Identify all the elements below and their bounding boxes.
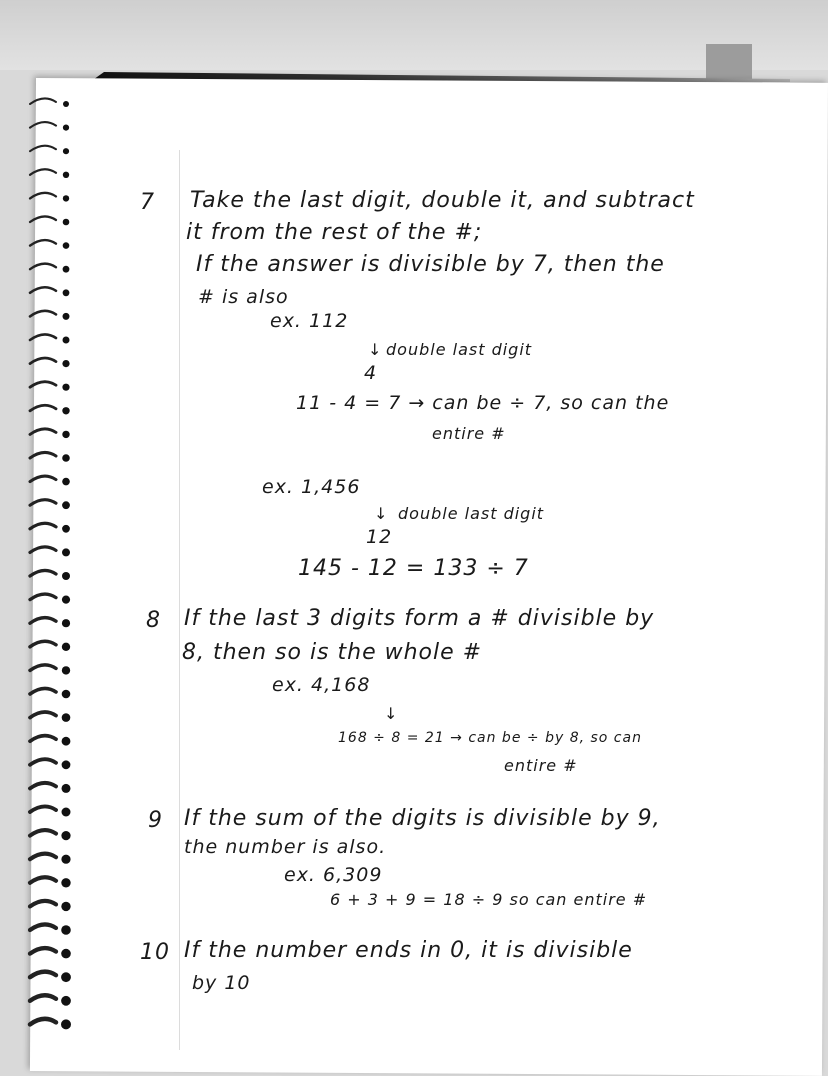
rule-text-line: If the answer is divisible by 7, then the <box>196 252 665 277</box>
rule-text-line: If the last 3 digits form a # divisible by <box>184 606 655 631</box>
rule-text-line: by 10 <box>192 972 251 994</box>
spiral-coil <box>30 334 70 343</box>
rule-text-line: the number is also. <box>184 836 387 858</box>
spiral-coil <box>30 854 71 864</box>
rule-text-line: If the sum of the digits is divisible by 9, <box>184 806 661 831</box>
example-note: double last digit <box>386 340 533 359</box>
spiral-coil <box>30 806 71 816</box>
example-number: ex. 1,456 <box>262 476 361 498</box>
rule-text-line: it from the rest of the #; <box>186 220 483 245</box>
spiral-coil <box>30 830 71 840</box>
example-work: 145 - 12 = 133 ÷ 7 <box>298 556 529 581</box>
spiral-coil <box>30 358 70 367</box>
spiral-coil <box>30 901 71 911</box>
spiral-coil <box>30 452 70 461</box>
notebook-tab <box>706 44 752 80</box>
spiral-coil <box>30 570 70 580</box>
spiral-coil <box>30 972 71 982</box>
spiral-coil <box>30 476 70 485</box>
spiral-coil <box>30 948 71 958</box>
spiral-coil <box>30 240 69 249</box>
spiral-binding <box>26 92 86 1052</box>
spiral-coil <box>30 712 70 722</box>
rule-text-line: # is also <box>198 286 289 308</box>
spiral-coil <box>30 122 69 131</box>
margin-line <box>179 150 180 1050</box>
spiral-coil <box>30 641 70 651</box>
example-result: entire # <box>432 424 506 443</box>
spiral-coil <box>30 759 70 769</box>
rule-number: 7 <box>140 190 155 215</box>
rule-text-line: Take the last digit, double it, and subtract <box>190 188 695 213</box>
example-result: entire # <box>504 756 578 775</box>
down-arrow-icon: ↓ <box>374 504 389 523</box>
rule-number: 9 <box>148 808 163 833</box>
spiral-coil <box>30 216 69 225</box>
spiral-coil <box>30 618 70 628</box>
spiral-coil <box>30 594 70 604</box>
rule-text-line: If the number ends in 0, it is divisible <box>184 938 633 963</box>
spiral-coil <box>30 311 70 320</box>
spiral-coil <box>30 877 71 887</box>
spiral-coil <box>30 287 69 296</box>
rule-number: 10 <box>140 940 170 965</box>
spiral-coil <box>30 547 70 557</box>
spiral-coil <box>30 405 70 414</box>
spiral-coil <box>30 146 69 155</box>
example-work: 6 + 3 + 9 = 18 ÷ 9 so can entire # <box>330 890 648 909</box>
rule-number: 8 <box>146 608 161 633</box>
example-work: 168 ÷ 8 = 21 → can be ÷ by 8, so can <box>338 730 642 746</box>
spiral-coil <box>30 382 70 391</box>
spiral-coil <box>30 688 70 698</box>
rule-text-line: 8, then so is the whole # <box>182 640 483 665</box>
spiral-coil <box>30 193 69 202</box>
example-number: ex. 6,309 <box>284 864 383 886</box>
example-number: ex. 4,168 <box>272 674 371 696</box>
spiral-coil <box>30 264 69 273</box>
example-work: 11 - 4 = 7 → can be ÷ 7, so can the <box>296 392 670 414</box>
example-note: double last digit <box>398 504 545 523</box>
example-number: ex. 112 <box>270 310 349 332</box>
spiral-coil <box>30 169 69 178</box>
spiral-coil <box>30 995 71 1005</box>
down-arrow-icon: ↓ <box>368 340 383 359</box>
desk-background <box>0 0 828 70</box>
spiral-coil <box>30 429 70 438</box>
spiral-coil <box>30 98 69 107</box>
example-doubled: 4 <box>364 362 378 384</box>
spiral-coil <box>30 523 70 532</box>
spiral-coil <box>30 783 71 793</box>
spiral-coil <box>30 1019 71 1030</box>
down-arrow-icon: ↓ <box>384 704 399 723</box>
spiral-coil <box>30 924 71 934</box>
example-doubled: 12 <box>366 526 393 548</box>
spiral-coil <box>30 736 70 746</box>
spiral-coil <box>30 665 70 675</box>
spiral-coil <box>30 500 70 509</box>
